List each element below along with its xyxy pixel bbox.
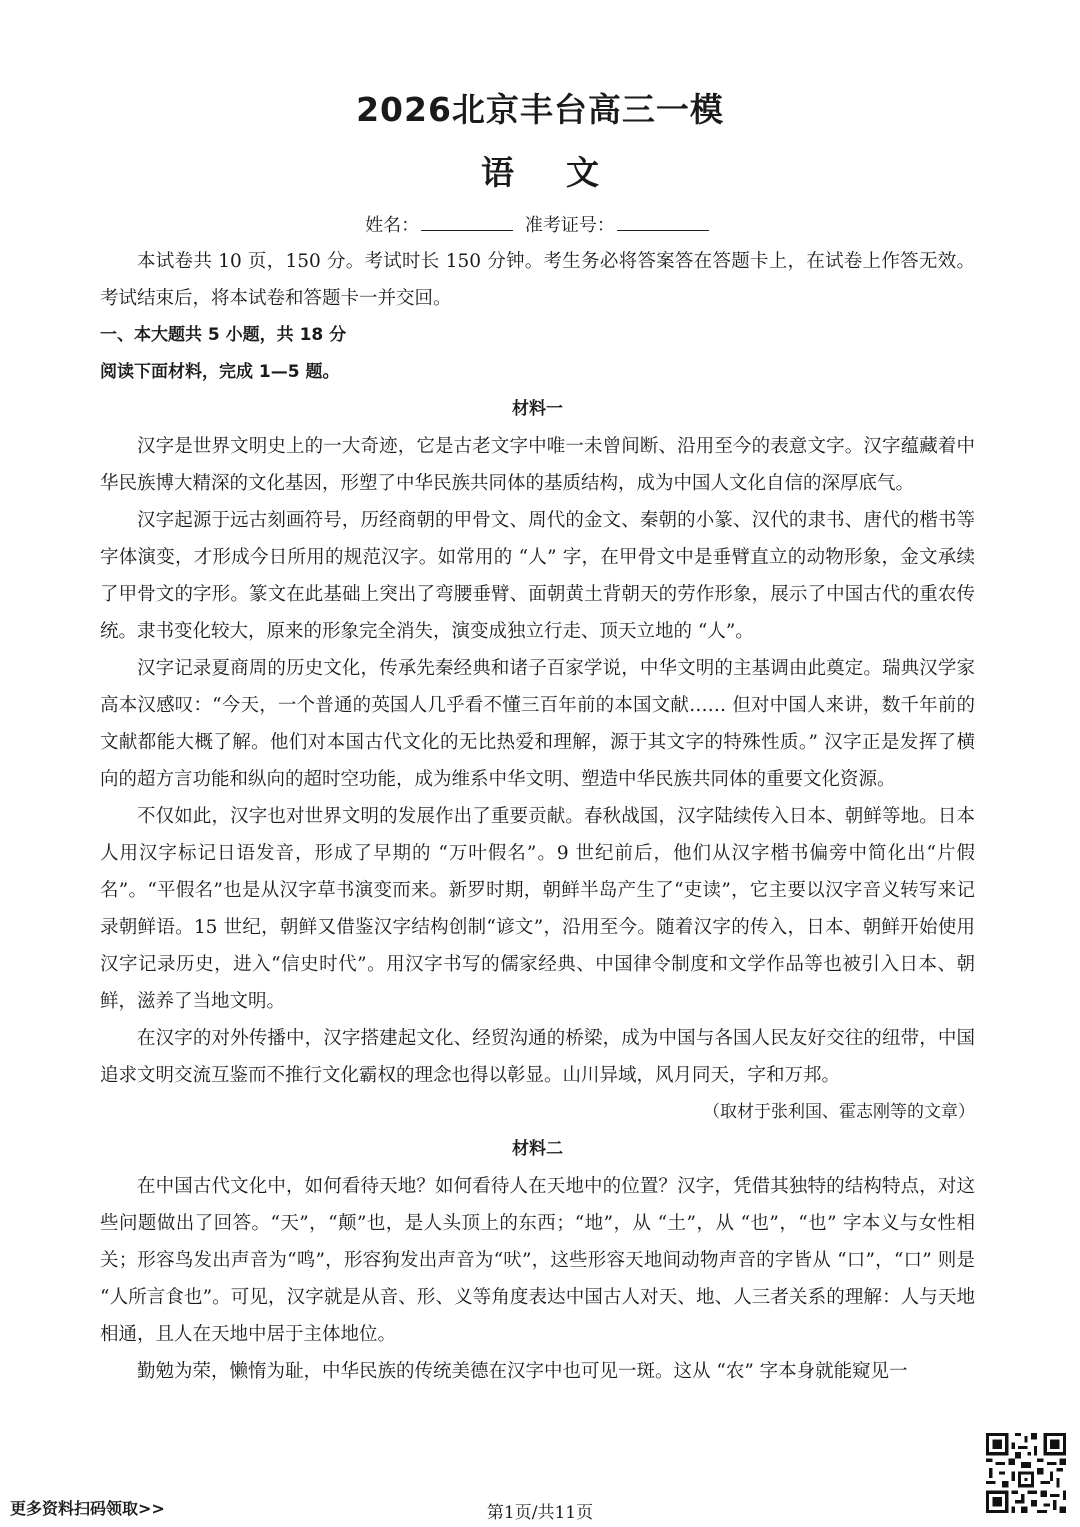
exam-no-blank: [617, 214, 709, 231]
exam-no-label: 准考证号：: [524, 215, 615, 236]
name-blank: [421, 214, 513, 231]
material1-paragraph: 汉字是世界文明史上的一大奇迹，它是古老文字中唯一未曾间断、沿用至今的表意文字。汉字蕴藏着中华民族博大精深的文化基因，形塑了中华民族共同体的基质结构，成为中国人文化自信的深厚底气。: [100, 436, 975, 494]
page-number: 第1页/共11页: [486, 1503, 594, 1523]
material2-title: 材料二: [512, 1139, 563, 1159]
exam-title: 2026北京丰台高三一模: [356, 90, 724, 129]
subject-title: 语文: [481, 153, 651, 192]
material2-paragraph: 勤勉为荣，懒惰为耻，中华民族的传统美德在汉字中也可见一斑。这从 “农” 字本身就能窥见一: [137, 1361, 908, 1382]
candidate-info: [0, 211, 1080, 237]
material2-paragraph: 在中国古代文化中，如何看待天地？如何看待人在天地中的位置？汉字，凭借其独特的结构特点，对这些问题做出了回答。“天”，“颠”也，是人头顶上的东西；“地”，从 “土”，从 “也”，“也” 字本义与女性相关；形容鸟发出声音为“鸣”，形容狗发出声音为“吠”，这些形容天地间动物声音的字皆从 “口”，“口” 则是 “人所言食也”。可见，汉字就是从音、形、义等角度表达中国古人对天、地、人三者关系的理解：人与天地相通，且人在天地中居于主体地位。: [100, 1176, 975, 1345]
instructions: 本试卷共 10 页，150 分。考试时长 150 分钟。考生务必将答案答在答题卡上，在试卷上作答无效。考试结束后，将本试卷和答题卡一并交回。: [100, 251, 975, 309]
footer-scan-prompt[interactable]: 更多资料扫码领取>>: [10, 1499, 165, 1518]
material1-source: （取材于张利国、霍志刚等的文章）: [703, 1102, 975, 1122]
exam-body: [100, 243, 975, 1390]
name-label: 姓名：: [365, 215, 420, 236]
material1-paragraph: 汉字起源于远古刻画符号，历经商朝的甲骨文、周代的金文、秦朝的小篆、汉代的隶书、唐代的楷书等字体演变，才形成今日所用的规范汉字。如常用的 “人” 字，在甲骨文中是垂臂直立的动物形象，金文承续了甲骨文的字形。篆文在此基础上突出了弯腰垂臂、面朝黄土背朝天的劳作形象，展示了中国古代的重农传统。隶书变化较大，原来的形象完全消失，演变成独立行走、顶天立地的 “人”。: [100, 510, 975, 642]
material1-paragraph: 不仅如此，汉字也对世界文明的发展作出了重要贡献。春秋战国，汉字陆续传入日本、朝鲜等地。日本人用汉字标记日语发音，形成了早期的 “万叶假名”。9 世纪前后，他们从汉字楷书偏旁中简化出“片假名”。“平假名”也是从汉字草书演变而来。新罗时期，朝鲜半岛产生了“吏读”，它主要以汉字音义转写来记录朝鲜语。15 世纪，朝鲜又借鉴汉字结构创制“谚文”，沿用至今。随着汉字的传入，日本、朝鲜开始使用汉字记录历史，进入“信史时代”。用汉字书写的儒家经典、中国律令制度和文学作品等也被引入日本、朝鲜，滋养了当地文明。: [100, 806, 975, 1012]
material1-paragraph: 汉字记录夏商周的历史文化，传承先秦经典和诸子百家学说，中华文明的主基调由此奠定。瑞典汉学家高本汉感叹：“今天，一个普通的英国人几乎看不懂三百年前的本国文献…… 但对中国人来讲，数千年前的文献都能大概了解。他们对本国古代文化的无比热爱和理解，源于其文字的特殊性质。” 汉字正是发挥了横向的超方言功能和纵向的超时空功能，成为维系中华文明、塑造中华民族共同体的重要文化资源。: [100, 658, 975, 790]
material1-paragraph: 在汉字的对外传播中，汉字搭建起文化、经贸沟通的桥梁，成为中国与各国人民友好交往的纽带，中国追求文明交流互鉴而不推行文化霸权的理念也得以彰显。山川异域，风月同天，字和万邦。: [100, 1028, 975, 1086]
section-direction: 阅读下面材料，完成 1—5 题。: [100, 362, 340, 382]
material1-title: 材料一: [512, 399, 563, 419]
section-heading: 一、本大题共 5 小题，共 18 分: [100, 325, 347, 345]
